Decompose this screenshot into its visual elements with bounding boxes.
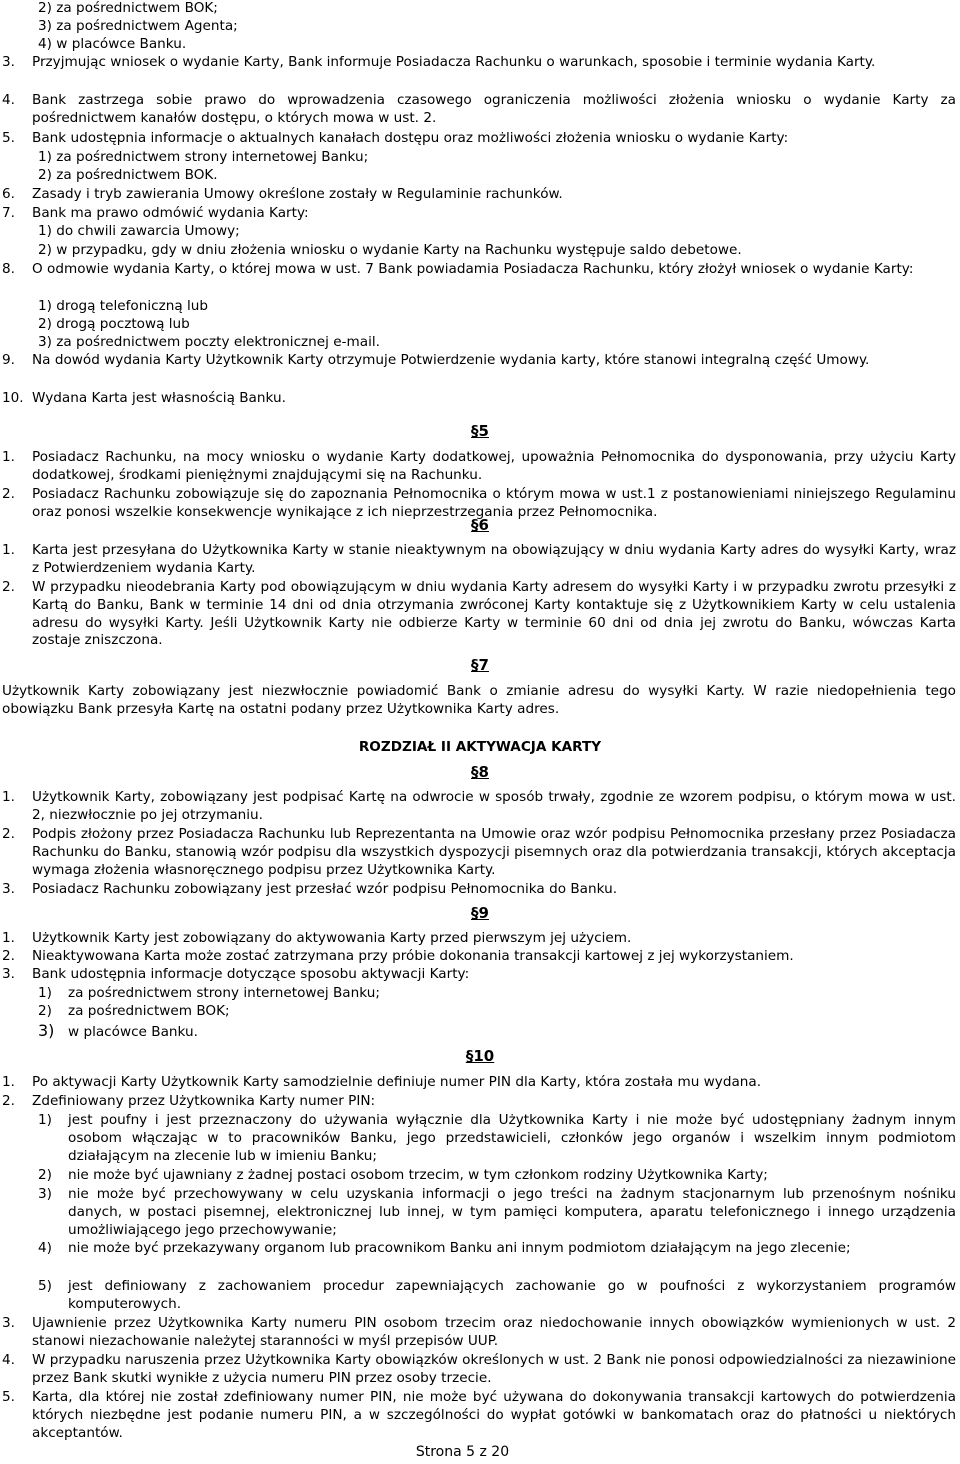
item-number: 9. [2,352,15,368]
item-number: 2) [38,1003,52,1019]
item-text: Bank udostępnia informacje dotyczące sposobu aktywacji Karty: [32,966,470,982]
list-item-text: w placówce Banku. [68,1024,198,1040]
item-number: 1) [38,985,52,1001]
list-item-text: 2) za pośrednictwem BOK. [38,167,218,183]
item-number: 2. [2,948,15,964]
section-9-item-3 [2,966,960,984]
list-item-text: 2) za pośrednictwem BOK; [38,0,218,16]
list-item [38,1186,960,1239]
item-text: Bank ma prawo odmówić wydania Karty: [32,205,309,221]
list-item [38,1003,960,1021]
section-6-item-1 [2,542,960,578]
list-item-text: 1) za pośrednictwem strony internetowej Banku; [38,149,369,165]
item-text: Nieaktywowana Karta może zostać zatrzymana przy próbie dokonania transakcji kartowej z jej wykorzystaniem. [32,948,794,964]
list-item-text: nie może być przechowywany w celu uzyskania informacji o jego treści na żadnym stacjonarnym lub przenośnym nośniku danych, w postaci pisemnej, elektronicznej lub innej, w tym pamięci komputera, aparatu telefonicznego i innego urządzenia umożliwiającego jego przechowywanie; [68,1186,956,1238]
item-text: Podpis złożony przez Posiadacza Rachunku lub Reprezentanta na Umowie oraz wzór podpisu Pełnomocnika przesłany przez Posiadacza Rachunku do Banku, stanowią wzór podpisu dla wszystkich dyspozycji pisemnych oraz dla potwierdzania transakcji, których akceptacja wymaga złożenia własnoręcznego podpisu przez Użytkownika Karty. [32,826,956,878]
list-item-text: 2) w przypadku, gdy w dniu złożenia wniosku o wydanie Karty na Rachunku występuje saldo debetowe. [38,242,742,258]
list-item-text: za pośrednictwem BOK; [68,1003,230,1019]
list-item [38,0,960,18]
list-item-text: nie może być przekazywany organom lub pracownikom Banku ani innym podmiotom działającym na jego zlecenie; [68,1240,851,1256]
list-item-text: za pośrednictwem strony internetowej Banku; [68,985,380,1001]
item-text: W przypadku naruszenia przez Użytkownika Karty obowiązków określonych w ust. 2 Bank nie ponosi odpowiedzialności za niezawinione przez Bank skutki wynikłe z użycia numeru PIN przez osoby trzecie. [32,1352,956,1386]
list-item [38,1240,960,1258]
item-number: 1. [2,789,15,805]
item-text: Ujawnienie przez Użytkownika Karty numeru PIN osobom trzecim oraz niedochowanie innych obowiązków wymienionych w ust. 2 stanowi niezachowanie należytej staranności w myśl przepisów UUP. [32,1315,956,1349]
list-item [38,1112,960,1165]
paragraph-8 [2,261,960,279]
list-item [38,242,960,260]
item-number: 2. [2,1093,15,1109]
section-8-item-2 [2,826,960,879]
list-item [38,1167,960,1185]
item-number: 1. [2,1074,15,1090]
item-text: Karta jest przesyłana do Użytkownika Karty w stanie nieaktywnym na obowiązujący w dniu wydania Karty adres do wysyłki Karty, wraz z Potwierdzeniem wydania Karty. [32,542,956,576]
item-text: Na dowód wydania Karty Użytkownik Karty otrzymuje Potwierdzenie wydania karty, które stanowi integralną część Umowy. [32,352,870,368]
item-text: Zasady i tryb zawierania Umowy określone zostały w Regulaminie rachunków. [32,186,563,202]
item-number: 7. [2,205,15,221]
section-heading-8: §8 [471,763,489,781]
item-number: 3. [2,881,15,897]
section-heading-7: §7 [471,656,489,674]
section-10-item-3 [2,1315,960,1351]
item-text: Przyjmując wniosek o wydanie Karty, Bank informuje Posiadacza Rachunku o warunkach, sposobie i terminie wydania Karty. [32,54,876,70]
section-7-text: Użytkownik Karty zobowiązany jest niezwłocznie powiadomić Bank o zmianie adresu do wysyłki Karty. W razie niedopełnienia tego obowiązku Bank przesyła Kartę na ostatni podany przez Użytkownika Karty adres. [2,683,956,717]
item-number: 3. [2,1315,15,1331]
section-9-item-2 [2,948,960,966]
paragraph-3 [2,54,960,72]
item-number: 3. [2,966,15,982]
item-number: 5. [2,130,15,146]
section-10-item-4 [2,1352,960,1388]
paragraph-7 [2,205,960,223]
section-8-item-1 [2,789,960,825]
item-number: 5. [2,1389,15,1405]
item-number: 3) [38,1186,52,1202]
list-item [38,223,960,241]
list-item-text: 1) drogą telefoniczną lub [38,298,209,314]
section-10-item-5 [2,1389,960,1442]
list-item-text: 3) za pośrednictwem poczty elektronicznej e-mail. [38,334,380,350]
item-text: Posiadacz Rachunku zobowiązany jest przesłać wzór podpisu Pełnomocnika do Banku. [32,881,618,897]
item-text: O odmowie wydania Karty, o której mowa w ust. 7 Bank powiadamia Posiadacza Rachunku, który złożył wniosek o wydanie Karty: [32,261,914,277]
list-item [38,1278,960,1314]
section-6-item-2 [2,579,960,650]
item-text: Bank udostępnia informacje o aktualnych kanałach dostępu oraz możliwości złożenia wniosku o wydanie Karty: [32,130,789,146]
item-text: W przypadku nieodebrania Karty pod obowiązującym w dniu wydania Karty adresem do wysyłki Karty i w przypadku zwrotu przesyłki z Kartą do Banku, Bank w terminie 14 dni od dnia otrzymania zwróconej Karty kontaktuje się z Użytkownikiem Karty w celu ustalenia adresu do wysyłki Karty. Jeśli Użytkownik Karty nie odbierze Karty w terminie 60 dni od dnia jej zwrotu do Banku, wówczas Karta zostaje zniszczona. [32,579,956,649]
list-item-text: 4) w placówce Banku. [38,36,187,52]
item-number: 1. [2,449,15,465]
item-text: Posiadacz Rachunku, na mocy wniosku o wydanie Karty dodatkowej, upoważnia Pełnomocnika do dysponowania, przy użyciu Karty dodatkowej, środkami pieniężnymi znajdującymi się na Rachunku. [32,449,956,483]
list-item-text: jest definiowany z zachowaniem procedur zapewniających zachowanie go w poufności z wykorzystaniem programów komputerowych. [68,1278,956,1312]
item-number: 2. [2,826,15,842]
list-item [38,36,960,54]
item-number: 3. [2,54,15,70]
item-text: Zdefiniowany przez Użytkownika Karty numer PIN: [32,1093,376,1109]
list-item [38,985,960,1003]
page-number: Strona 5 z 20 [415,1444,510,1460]
list-item [38,316,960,334]
item-number: 5) [38,1278,52,1294]
item-number: 4. [2,92,15,108]
section-heading-10: §10 [465,1047,495,1065]
section-9-item-1 [2,930,960,948]
list-item [38,298,960,316]
item-number: 1. [2,542,15,558]
item-number: 2. [2,579,15,595]
section-heading-5: §5 [471,422,489,440]
item-text: Wydana Karta jest własnością Banku. [32,390,286,406]
section-heading-9: §9 [471,904,489,922]
item-number: 8. [2,261,15,277]
item-number: 3) [38,1021,55,1040]
item-number: 2. [2,486,15,502]
item-number: 2) [38,1167,52,1183]
section-8-item-3 [2,881,960,899]
item-text: Użytkownik Karty, zobowiązany jest podpisać Kartę na odwrocie w sposób trwały, zgodnie ze wzorem podpisu, o którym mowa w ust. 2, niezwłocznie po jej otrzymaniu. [32,789,956,823]
paragraph-6 [2,186,960,204]
paragraph-4 [2,92,960,128]
item-text: Użytkownik Karty jest zobowiązany do aktywowania Karty przed pierwszym jej użyciem. [32,930,632,946]
list-item [38,1022,960,1042]
item-number: 4. [2,1352,15,1368]
list-item-text: jest poufny i jest przeznaczony do używania wyłącznie dla Użytkownika Karty i nie może być udostępniany żadnym innym osobom włączając w to pracowników Banku, jego przedstawicieli, członków jego organów i wszelkim innym podmiotom działającym na zlecenie lub w imieniu Banku; [68,1112,956,1164]
item-number: 6. [2,186,15,202]
list-item [38,167,960,185]
list-item-text: 1) do chwili zawarcia Umowy; [38,223,240,239]
list-item-text: 3) za pośrednictwem Agenta; [38,18,238,34]
section-5-item-1 [2,449,960,485]
item-text: Bank zastrzega sobie prawo do wprowadzenia czasowego ograniczenia możliwości złożenia wniosku o wydanie Karty za pośrednictwem kanałów dostępu, o których mowa w ust. 2. [32,92,956,126]
chapter-heading: ROZDZIAŁ II AKTYWACJA KARTY [358,739,602,755]
paragraph-9 [2,352,960,370]
section-heading-6: §6 [471,516,489,534]
item-number: 1. [2,930,15,946]
item-number: 4) [38,1240,52,1256]
paragraph-5 [2,130,960,148]
list-item [38,18,960,36]
section-10-item-1 [2,1074,960,1092]
section-10-item-2 [2,1093,960,1111]
item-number: 10. [2,390,24,406]
item-text: Posiadacz Rachunku zobowiązuje się do zapoznania Pełnomocnika o którym mowa w ust.1 z postanowieniami niniejszego Regulaminu oraz ponosi wszelkie konsekwencje wynikające z ich nieprzestrzegania przez Pełnomocnika. [32,486,956,520]
item-text: Po aktywacji Karty Użytkownik Karty samodzielnie definiuje numer PIN dla Karty, która została mu wydana. [32,1074,762,1090]
paragraph-10 [2,390,960,408]
list-item [38,149,960,167]
list-item-text: 2) drogą pocztową lub [38,316,190,332]
item-number: 1) [38,1112,52,1128]
list-item [38,334,960,352]
list-item-text: nie może być ujawniany z żadnej postaci osobom trzecim, w tym członkom rodziny Użytkownika Karty; [68,1167,768,1183]
item-text: Karta, dla której nie został zdefiniowany numer PIN, nie może być używana do dokonywania transakcji kartowych do potwierdzenia których niezbędne jest podanie numeru PIN, a w szczególności do wypłat gotówki w bankomatach oraz do płatności u niektórych akceptantów. [32,1389,956,1441]
